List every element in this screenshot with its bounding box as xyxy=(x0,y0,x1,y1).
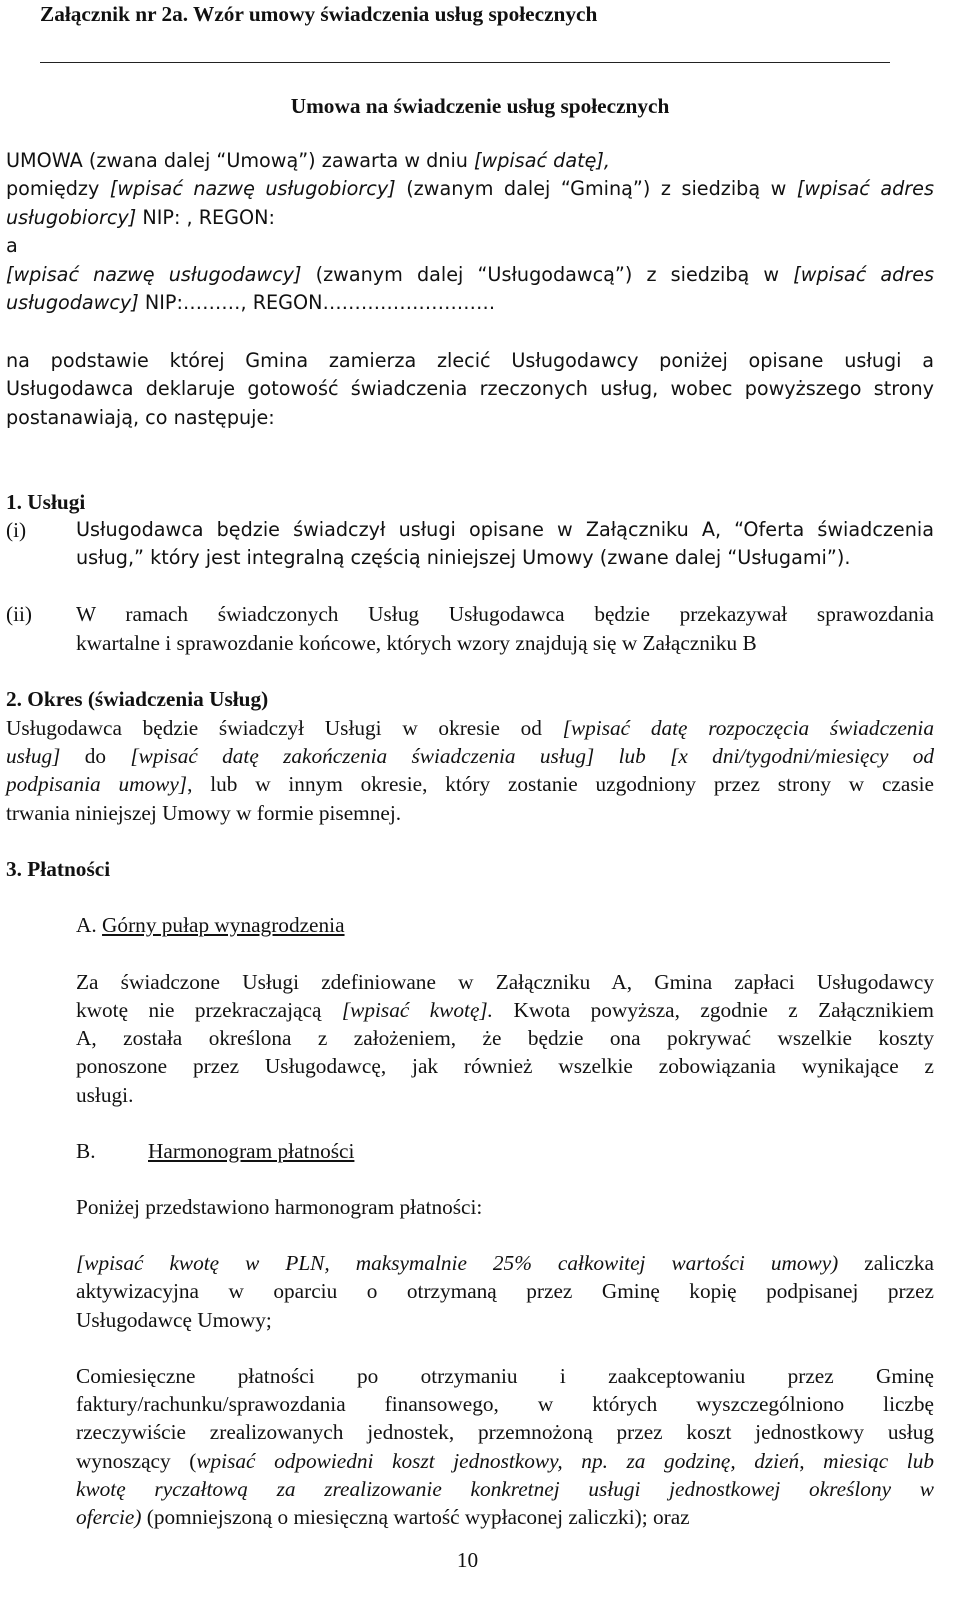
monthly-line-4: wynoszący (wpisać odpowiedni koszt jednostkowy, np. za godzinę, dzień, miesiąc lub xyxy=(76,1449,934,1473)
monthly-line-3: rzeczywiście zrealizowanych jednostek, przemnożoną przez koszt jednostkowy usług xyxy=(76,1420,934,1444)
section-2-line-4: trwania niniejszej Umowy w formie pisemnej. xyxy=(6,801,402,825)
subsection-a-line-4: ponoszone przez Usługodawcę, jak również wszelkie zobowiązania wynikające z xyxy=(76,1054,934,1078)
preamble-line-3: postanawiają, co następuje: xyxy=(6,406,275,429)
item-i-number: (i) xyxy=(6,518,27,542)
advance-line-1: [wpisać kwotę w PLN, maksymalnie 25% całkowitej wartości umowy) zaliczka xyxy=(76,1251,934,1275)
item-i-line-1: Usługodawca będzie świadczył usługi opisane w Załączniku A, “Oferta świadczenia xyxy=(76,518,934,541)
item-ii-number: (ii) xyxy=(6,602,33,626)
preamble-line-1: na podstawie której Gmina zamierza zlecić Usługodawcy poniżej opisane usługi a xyxy=(6,349,934,372)
parties-line-5: [wpisać nazwę usługodawcy] (zwanym dalej “Usługodawcą”) z siedzibą w [wpisać adres xyxy=(6,263,934,286)
section-2-line-3: podpisania umowy], lub w innym okresie, który zostanie uzgodniony przez strony w czasie xyxy=(6,772,934,796)
parties-line-3: usługobiorcy] NIP: , REGON: xyxy=(6,206,275,229)
section-2-line-1: Usługodawca będzie świadczył Usługi w okresie od [wpisać datę rozpoczęcia świadczenia xyxy=(6,716,934,740)
header-rule xyxy=(40,62,890,63)
monthly-line-6: ofercie) (pomniejszoną o miesięczną wartość wypłaconej zaliczki); oraz xyxy=(76,1505,690,1529)
subsection-a-line-1: Za świadczone Usługi zdefiniowane w Załączniku A, Gmina zapłaci Usługodawcy xyxy=(76,970,934,994)
parties-line-6: usługodawcy] NIP:………, REGON……………………… xyxy=(6,291,496,314)
preamble-line-2: Usługodawca deklaruje gotowość świadczenia rzeczonych usług, wobec powyższego strony xyxy=(6,377,934,400)
monthly-line-2: faktury/rachunku/sprawozdania finansowego, w których wyszczególniono liczbę xyxy=(76,1392,934,1416)
parties-line-1: UMOWA (zwana dalej “Umową”) zawarta w dniu [wpisać datę], xyxy=(6,149,610,172)
subsection-a-line-5: usługi. xyxy=(76,1083,134,1107)
parties-line-2: pomiędzy [wpisać nazwę usługobiorcy] (zwanym dalej “Gminą”) z siedzibą w [wpisać adres xyxy=(6,177,934,200)
monthly-line-5: kwotę ryczałtową za zrealizowanie konkretnej usługi jednostkowej określony w xyxy=(76,1477,934,1501)
page-number: 10 xyxy=(456,1548,479,1572)
parties-line-4: a xyxy=(6,234,18,257)
section-2-heading: 2. Okres (świadczenia Usług) xyxy=(6,687,269,711)
item-ii-line-1: W ramach świadczonych Usług Usługodawca będzie przekazywał sprawozdania xyxy=(76,602,934,626)
section-2-line-2: usług] do [wpisać datę zakończenia świadczenia usług] lub [x dni/tygodni/miesięcy od xyxy=(6,744,935,768)
item-i-line-2: usług,” który jest integralną częścią niniejszej Umowy (zwane dalej “Usługami”). xyxy=(76,546,851,569)
subsection-a-line-3: A, została określona z założeniem, że będzie ona pokrywać wszelkie koszty xyxy=(76,1026,934,1050)
advance-line-2: aktywizacyjna w oparciu o otrzymaną przez Gminę kopię podpisanej przez xyxy=(76,1279,934,1303)
subsection-b-letter: B. xyxy=(76,1139,96,1163)
section-1-heading: 1. Usługi xyxy=(6,490,86,514)
contract-title: Umowa na świadczenie usług społecznych xyxy=(290,94,670,118)
annex-title: Załącznik nr 2a. Wzór umowy świadczenia usług społecznych xyxy=(40,2,598,26)
subsection-b-title: Harmonogram płatności xyxy=(148,1139,355,1163)
monthly-line-1: Comiesięczne płatności po otrzymaniu i zaakceptowaniu przez Gminę xyxy=(76,1364,934,1388)
schedule-intro: Poniżej przedstawiono harmonogram płatności: xyxy=(76,1195,483,1219)
section-3-heading: 3. Płatności xyxy=(6,857,111,881)
item-ii-line-2: kwartalne i sprawozdanie końcowe, których wzory znajdują się w Załączniku B xyxy=(76,631,757,655)
advance-line-3: Usługodawcę Umowy; xyxy=(76,1308,272,1332)
subsection-a-heading: A. Górny pułap wynagrodzenia xyxy=(76,913,345,937)
subsection-a-line-2: kwotę nie przekraczającą [wpisać kwotę]. Kwota powyższa, zgodnie z Załącznikiem xyxy=(76,998,935,1022)
